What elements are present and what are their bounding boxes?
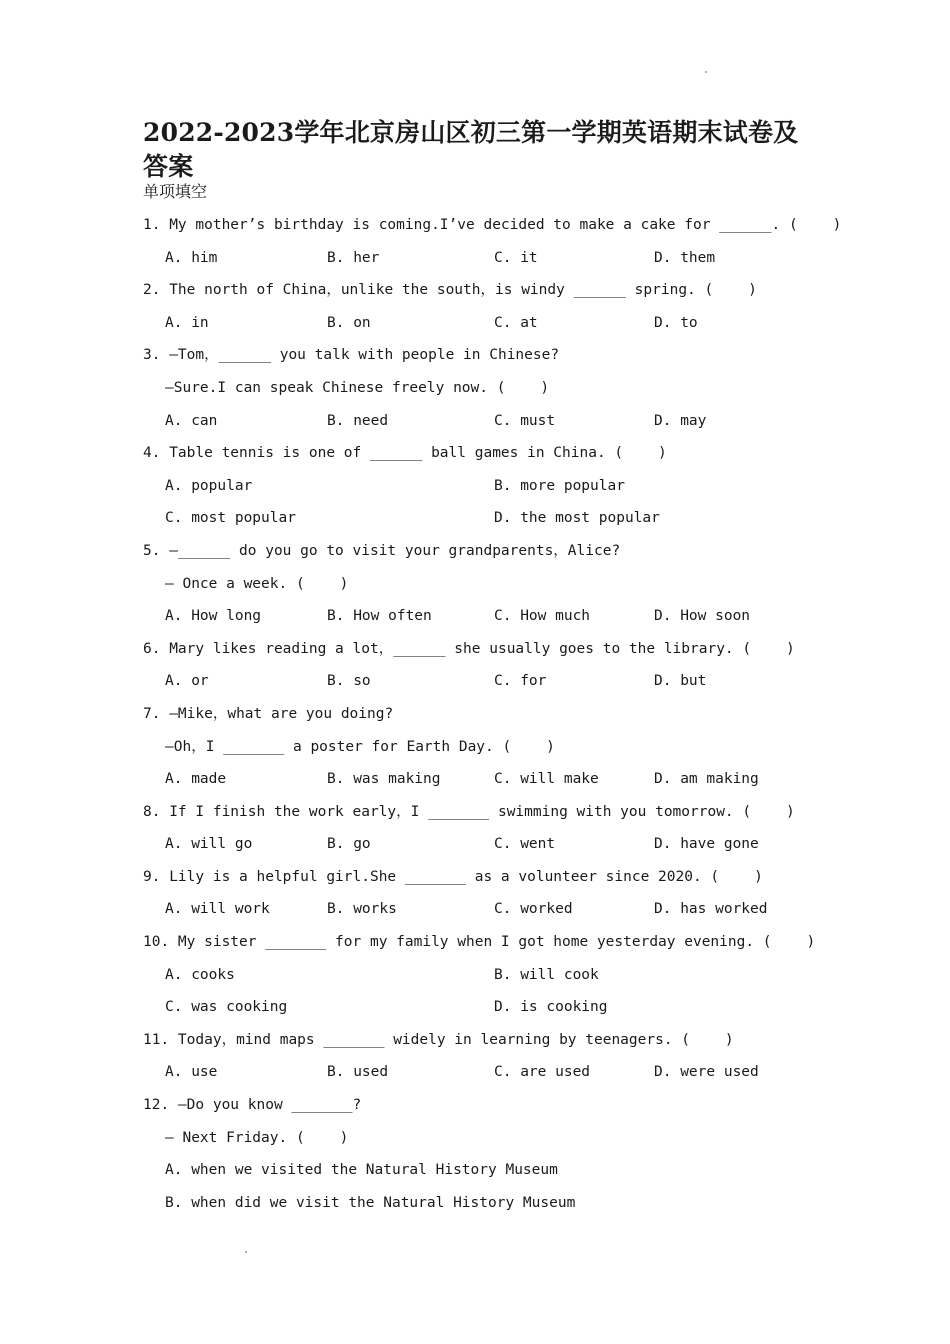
answer-option: D. to — [654, 314, 698, 331]
answer-option: B. will cook — [494, 966, 599, 983]
answer-option: D. have gone — [654, 836, 759, 853]
answer-option: B. when did we visit the Natural History Museum — [165, 1194, 576, 1211]
answer-option: A. can — [165, 412, 218, 429]
answer-option: B. need — [327, 412, 389, 429]
answer-option: B. on — [327, 314, 371, 331]
option-row — [143, 309, 823, 342]
exam-title: 2022-2023学年北京房山区初三第一学期英语期末试卷及答案 — [143, 118, 799, 181]
question-stem: 3. —Tom，______ you talk with people in Chinese? — [143, 347, 560, 364]
question-stem: 5. —______ do you go to visit your grandparents，Alice? — [143, 542, 621, 559]
answer-option: B. was making — [327, 771, 441, 788]
answer-option: C. worked — [494, 901, 573, 918]
option-row — [143, 504, 823, 537]
answer-option: D. were used — [654, 1064, 759, 1081]
answer-option: C. was cooking — [165, 999, 288, 1016]
answer-option: D. is cooking — [494, 999, 608, 1016]
question-list — [143, 211, 842, 1221]
answer-option: C. will make — [494, 771, 599, 788]
answer-option: B. more popular — [494, 477, 625, 494]
answer-option: A. in — [165, 314, 209, 331]
answer-option: B. so — [327, 673, 371, 690]
answer-option: C. are used — [494, 1064, 591, 1081]
answer-option: A. made — [165, 771, 227, 788]
option-row — [143, 667, 823, 700]
option-row — [143, 830, 823, 863]
answer-option: B. used — [327, 1064, 389, 1081]
answer-option: D. am making — [654, 771, 759, 788]
question-stem: 4. Table tennis is one of ______ ball games in China. ( ) — [143, 445, 667, 462]
answer-option: A. will work — [165, 901, 270, 918]
question-dialogue-line: —Sure.I can speak Chinese freely now. ( ) — [165, 379, 550, 396]
answer-option: D. How soon — [654, 608, 751, 625]
answer-option: B. go — [327, 836, 371, 853]
question-stem: 2. The north of China，unlike the south，is windy ______ spring. ( ) — [143, 282, 757, 299]
answer-option: A. popular — [165, 477, 253, 494]
question-dialogue-line: — Next Friday. ( ) — [165, 1129, 349, 1146]
option-row — [143, 993, 823, 1026]
answer-option: D. may — [654, 412, 707, 429]
option-row — [143, 244, 823, 277]
option-row — [143, 602, 823, 635]
answer-option: A. or — [165, 673, 209, 690]
option-row — [143, 472, 823, 505]
answer-option: A. when we visited the Natural History Museum — [165, 1162, 558, 1179]
answer-option: C. How much — [494, 608, 591, 625]
answer-option: A. him — [165, 249, 218, 266]
scan-dot-top — [705, 71, 707, 73]
section-heading: 单项填空 — [143, 182, 208, 201]
question-stem: 6. Mary likes reading a lot，______ she usually goes to the library. ( ) — [143, 640, 795, 657]
question-stem: 7. —Mike，what are you doing? — [143, 705, 394, 722]
option-row — [143, 895, 823, 928]
answer-option: A. use — [165, 1064, 218, 1081]
option-row — [143, 1058, 823, 1091]
question-stem: 9. Lily is a helpful girl.She _______ as a volunteer since 2020. ( ) — [143, 868, 763, 885]
question-stem: 12. —Do you know _______? — [143, 1097, 362, 1114]
question-stem: 1. My mother’s birthday is coming.I’ve decided to make a cake for ______. ( ) — [143, 217, 842, 233]
question-dialogue-line: — Once a week. ( ) — [165, 575, 349, 592]
answer-option: A. cooks — [165, 966, 235, 983]
answer-option: C. it — [494, 249, 538, 266]
question-dialogue-line: —Oh，I _______ a poster for Earth Day. ( ) — [165, 738, 555, 755]
answer-option: B. her — [327, 249, 380, 266]
option-row — [143, 407, 823, 440]
answer-option: D. but — [654, 673, 707, 690]
answer-option: C. went — [494, 836, 556, 853]
answer-option: B. How often — [327, 608, 432, 625]
answer-option: D. has worked — [654, 901, 768, 918]
answer-option: A. will go — [165, 836, 253, 853]
option-row — [143, 765, 823, 798]
answer-option: C. at — [494, 314, 538, 331]
answer-option: C. for — [494, 673, 547, 690]
question-stem: 10. My sister _______ for my family when I got home yesterday evening. ( ) — [143, 934, 816, 951]
scan-dot-bottom — [245, 1251, 247, 1253]
answer-option: C. must — [494, 412, 556, 429]
answer-option: D. the most popular — [494, 510, 660, 527]
answer-option: A. How long — [165, 608, 262, 625]
answer-option: C. most popular — [165, 510, 296, 527]
answer-option: D. them — [654, 249, 716, 266]
option-row — [143, 961, 823, 994]
question-stem: 8. If I finish the work early，I _______ swimming with you tomorrow. ( ) — [143, 803, 795, 820]
answer-option: B. works — [327, 901, 397, 918]
question-stem: 11. Today，mind maps _______ widely in learning by teenagers. ( ) — [143, 1031, 734, 1048]
